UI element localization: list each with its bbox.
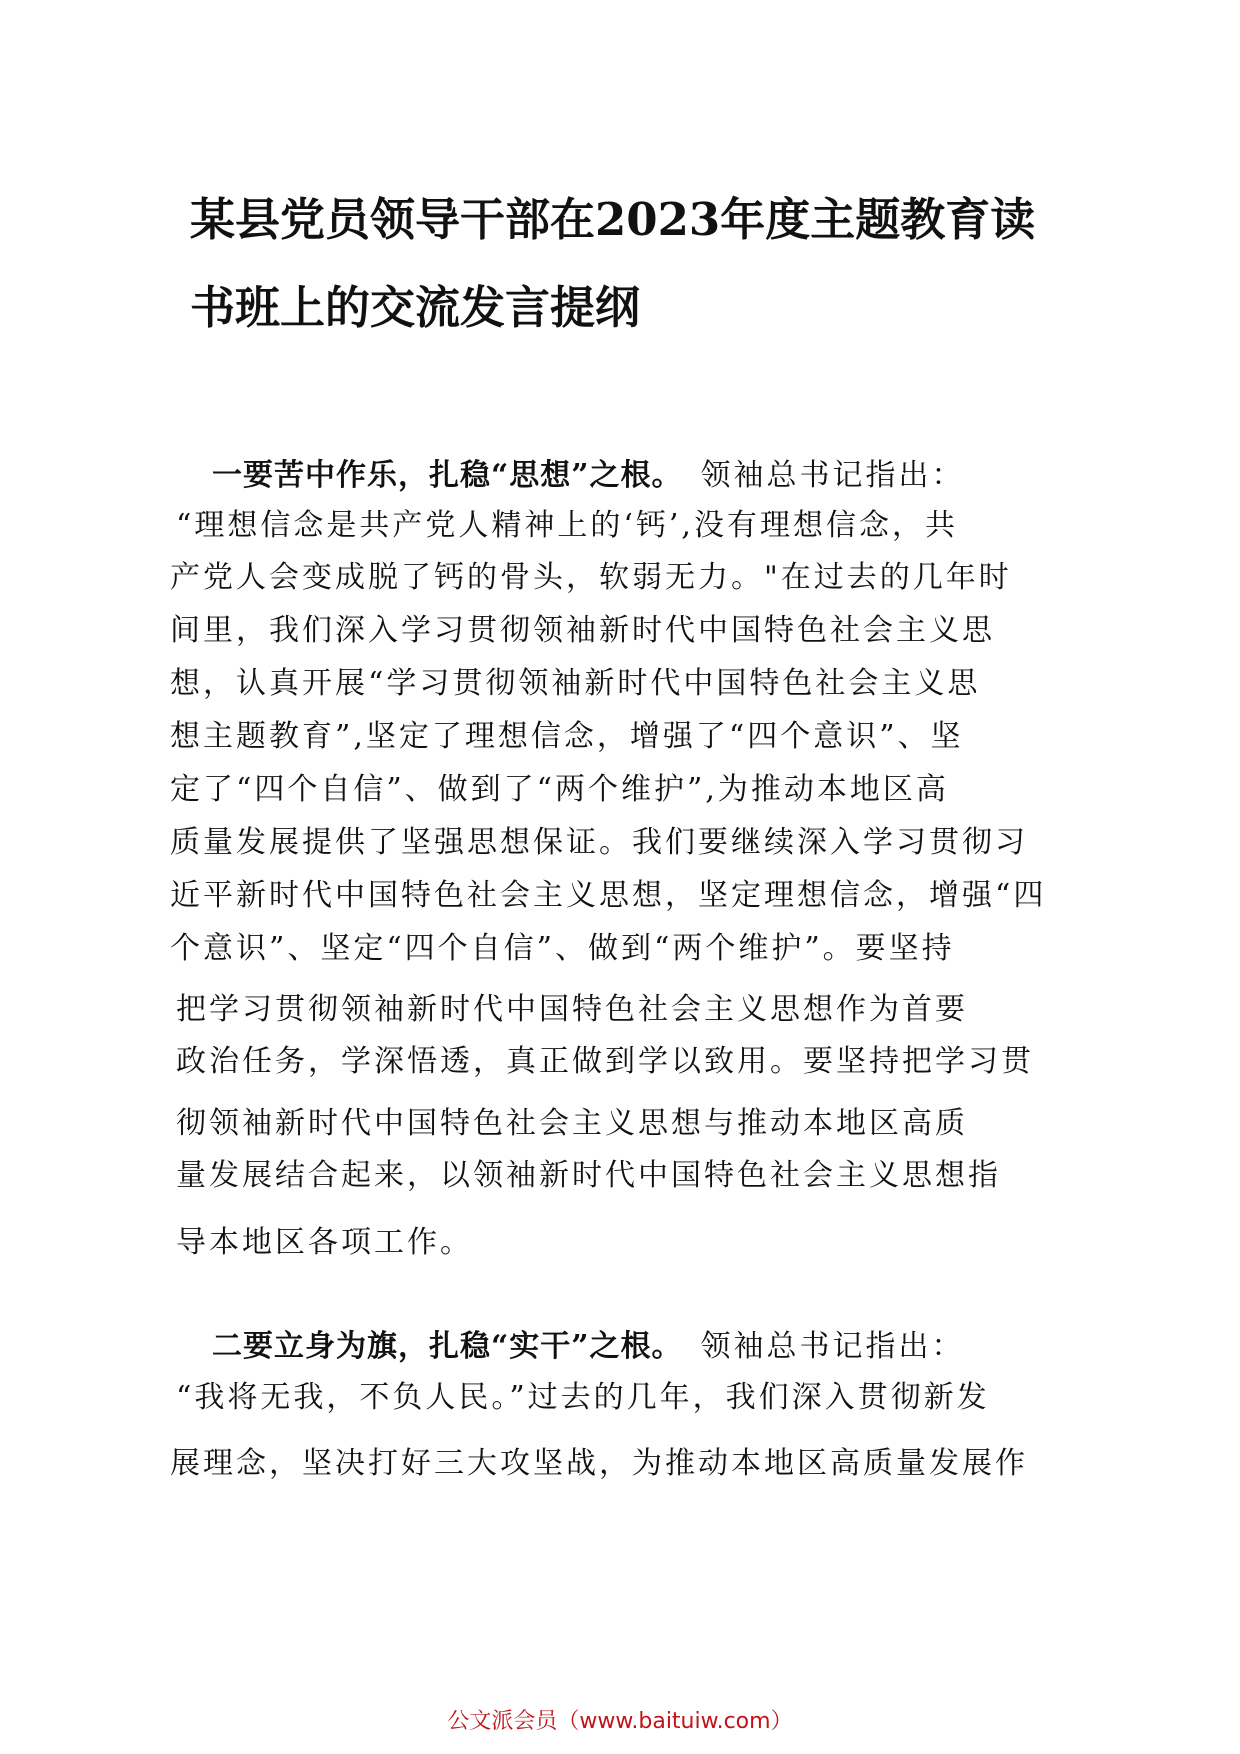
section1-line: 彻领袖新时代中国特色社会主义思想与推动本地区高质 — [176, 1106, 968, 1141]
section1-line: 质量发展提供了坚强思想保证。我们要继续深入学习贯彻习 — [170, 825, 1028, 860]
section2-first-line-rest: 领袖总书记指出： — [700, 1329, 965, 1364]
section1-line: 定了“四个自信”、做到了“两个维护”,为推动本地区高 — [170, 772, 949, 807]
section1-line: “理想信念是共产党人精神上的‘钙’,没有理想信念，共 — [176, 508, 958, 543]
section1-line: 间里，我们深入学习贯彻领袖新时代中国特色社会主义思 — [170, 613, 995, 648]
section1-line: 想主题教育”,坚定了理想信念，增强了“四个意识”、坚 — [170, 719, 964, 754]
section1-line: 个意识”、坚定“四个自信”、做到“两个维护”。要坚持 — [170, 931, 955, 966]
section1-lead: 一要苦中作乐，扎稳“思想”之根。 — [212, 458, 683, 493]
section2-line: “我将无我，不负人民。”过去的几年，我们深入贯彻新发 — [176, 1380, 990, 1415]
footer-watermark: 公文派会员（www.baituiw.com） — [447, 1709, 793, 1734]
document-title: 某县党员领导干部在2023年度主题教育读书班上的交流发言提纲 — [190, 193, 1036, 334]
section1-line: 把学习贯彻领袖新时代中国特色社会主义思想作为首要 — [176, 992, 968, 1027]
section1-line: 政治任务，学深悟透，真正做到学以致用。要坚持把学习贯 — [176, 1044, 1034, 1079]
section2-lead: 二要立身为旗，扎稳“实干”之根。 — [212, 1329, 683, 1364]
section2-line: 展理念，坚决打好三大攻坚战，为推动本地区高质量发展作 — [170, 1446, 1028, 1481]
section1-line: 近平新时代中国特色社会主义思想，坚定理想信念，增强“四 — [170, 878, 1047, 913]
section1-line: 导本地区各项工作。 — [176, 1225, 473, 1260]
section1-line: 产党人会变成脱了钙的骨头，软弱无力。"在过去的几年时 — [170, 560, 1012, 595]
section1-first-line — [212, 456, 965, 496]
section1-line: 量发展结合起来，以领袖新时代中国特色社会主义思想指 — [176, 1158, 1001, 1193]
section1-line: 想，认真开展“学习贯彻领袖新时代中国特色社会主义思 — [170, 666, 981, 701]
section2-first-line — [212, 1327, 965, 1367]
section1-first-line-rest: 领袖总书记指出： — [700, 458, 965, 493]
